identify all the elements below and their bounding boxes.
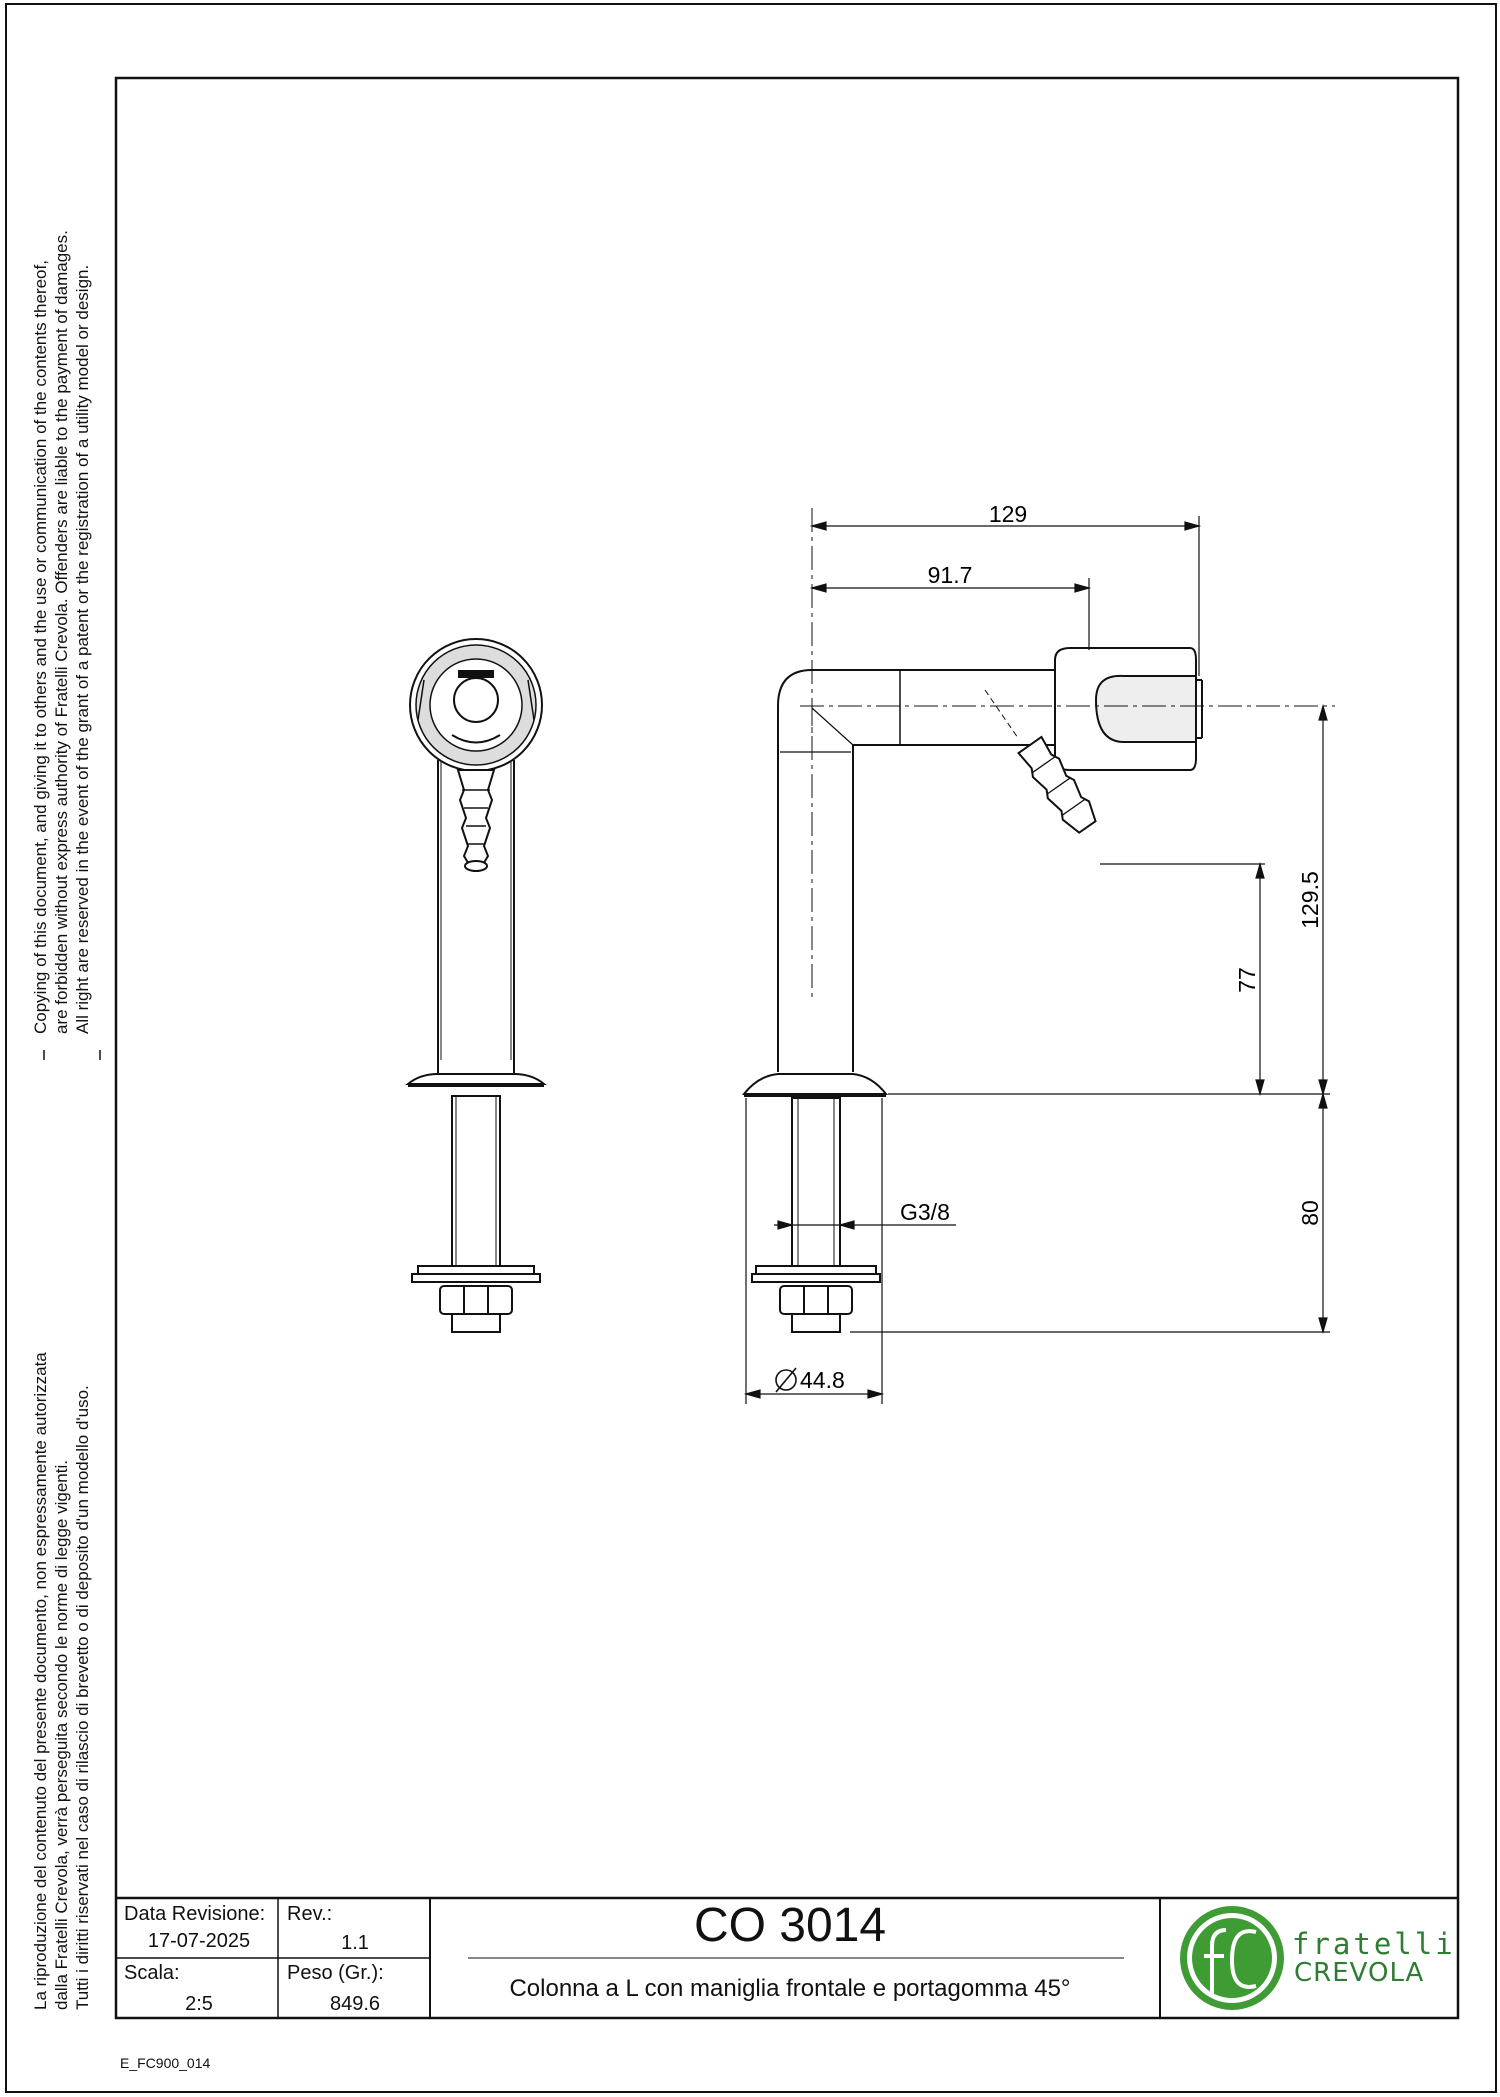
scale-value: 2:5 xyxy=(185,1993,213,2015)
notice-italian-line-2: dalla Fratelli Crevola, verrà perseguita secondo le norme di legge vigenti. xyxy=(52,1460,71,2010)
notice-english xyxy=(30,230,93,1034)
dim-width-outlet: 91.7 xyxy=(927,562,973,588)
notice-english-line-1: Copying of this document, and giving it to others and the use or communication of the contents thereof, xyxy=(31,260,50,1034)
product-code: CO 3014 xyxy=(693,1899,887,1952)
weight-value: 849.6 xyxy=(329,1993,381,2015)
side-view xyxy=(744,648,1202,1332)
product-description: Colonna a L con maniglia frontale e portagomma 45° xyxy=(509,1975,1071,2002)
dim-thread: G3/8 xyxy=(900,1199,950,1225)
rev-value: 1.1 xyxy=(341,1932,369,1954)
scale-label: Scala: xyxy=(124,1962,180,1984)
front-view xyxy=(408,639,544,1332)
brand-logo xyxy=(1180,1906,1284,2010)
notice-english-line-3: All right are reserved in the event of the grant of a patent or the registration of a utility model or design. xyxy=(73,264,92,1034)
revision-date-value: 17-07-2025 xyxy=(147,1930,251,1952)
weight-label: Peso (Gr.): xyxy=(287,1962,384,1984)
diameter-symbol xyxy=(776,1368,796,1392)
brand-name-line-2: CREVOLA xyxy=(1294,1958,1425,1988)
document-id: E_FC900_014 xyxy=(120,2055,211,2071)
drawing-frame xyxy=(116,78,1458,2018)
notice-english-line-2: are forbidden without express authority of Fratelli Crevola. Offenders are liable to the payment of damages. xyxy=(52,230,71,1034)
notice-italian xyxy=(30,1352,93,2010)
outer-border xyxy=(6,4,1496,2092)
dim-height-total: 129.5 xyxy=(1297,871,1323,929)
dim-width-total: 129 xyxy=(988,501,1028,527)
notice-italian-line-3: Tutti i diritti riservati nel caso di rilascio di brevetto o di deposito d'un modello d'uso. xyxy=(73,1385,92,2010)
dim-height-outlet: 77 xyxy=(1234,967,1260,993)
dim-diameter: 44.8 xyxy=(800,1367,845,1393)
rev-label: Rev.: xyxy=(287,1903,333,1925)
revision-date-label: Data Revisione: xyxy=(124,1903,266,1925)
dim-shank-length: 80 xyxy=(1297,1200,1323,1226)
brand-name-line-1: fratelli xyxy=(1292,1927,1456,1961)
notice-italian-line-1: La riproduzione del contenuto del presente documento, non espressamente autorizzata xyxy=(31,1352,50,2010)
